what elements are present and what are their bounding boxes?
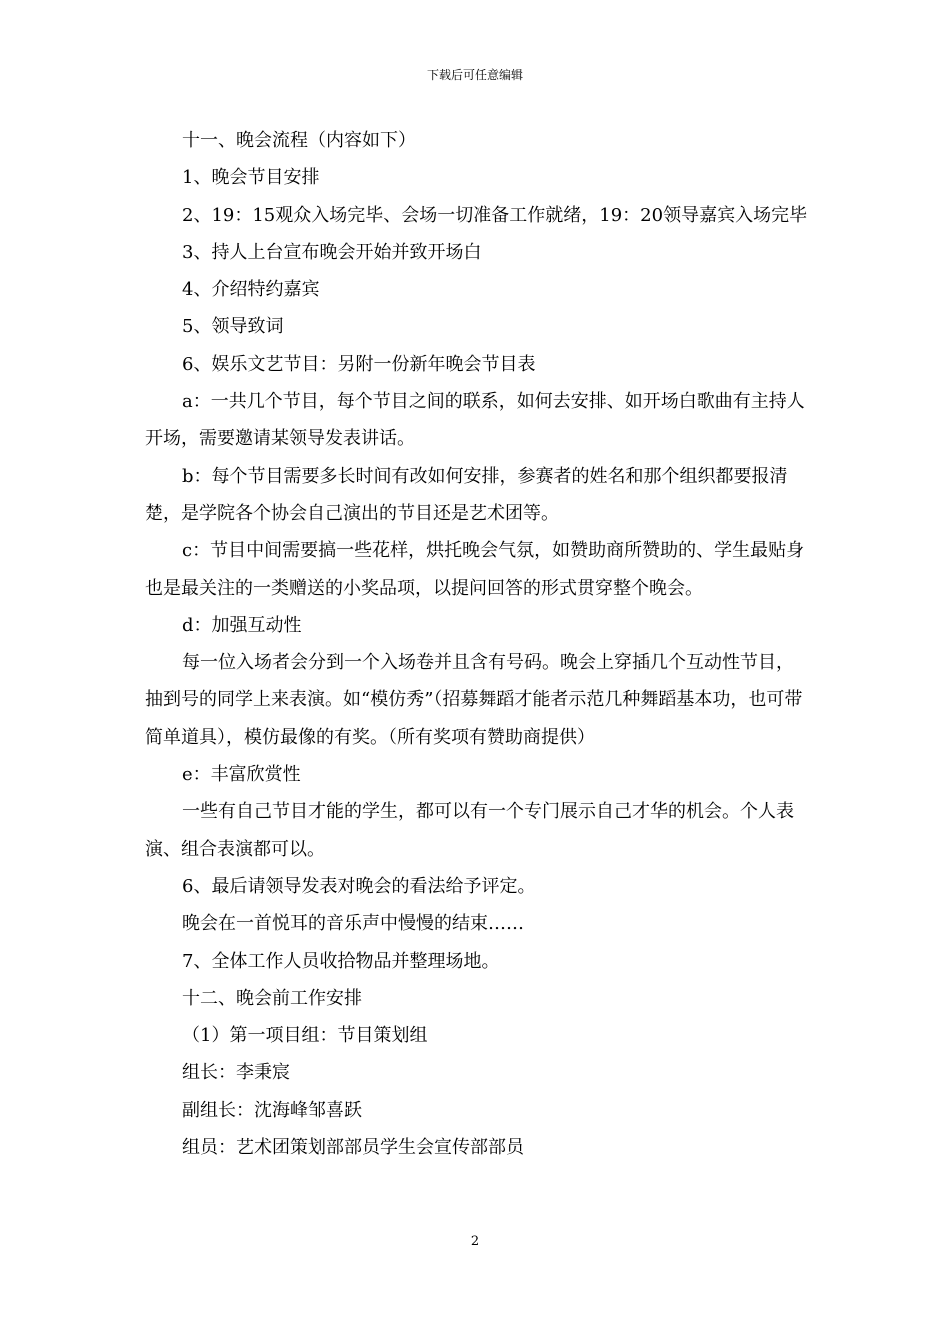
paragraph: 4、介绍特约嘉宾 — [182, 279, 320, 301]
paragraph: 6、最后请领导发表对晚会的看法给予评定。 — [182, 875, 536, 897]
page-number: 2 — [470, 1234, 480, 1249]
paragraph: 6、娱乐文艺节目：另附一份新年晚会节目表 — [182, 353, 536, 375]
paragraph: 副组长：沈海峰邹喜跃 — [182, 1099, 362, 1121]
paragraph: 5、领导致词 — [182, 316, 284, 338]
paragraph: 晚会在一首悦耳的音乐声中慢慢的结束…… — [182, 913, 524, 935]
paragraph: 1、晚会节目安排 — [182, 167, 320, 189]
paragraph: c：节目中间需要搞一些花样，烘托晚会气氛，如赞助商所赞助的、学生最贴身也是最关注的一类赠送的小奖品项，以提问回答的形式贯穿整个晚会。 — [145, 540, 805, 599]
paragraph: 2、19：15观众入场完毕、会场一切准备工作就绪，19：20领导嘉宾入场完毕 — [182, 204, 808, 226]
paragraph: 组长：李秉宸 — [182, 1062, 290, 1084]
paragraph: 7、全体工作人员收拾物品并整理场地。 — [182, 950, 500, 972]
paragraph: 一些有自己节目才能的学生，都可以有一个专门展示自己才华的机会。个人表演、组合表演都可以。 — [145, 801, 794, 860]
paragraph: 3、持人上台宣布晚会开始并致开场白 — [182, 241, 482, 263]
document-body — [145, 122, 810, 1166]
paragraph: a：一共几个节目，每个节目之间的联系，如何去安排、如开场白歌曲有主持人开场，需要邀请某领导发表讲话。 — [145, 391, 805, 450]
page-header: 下载后可任意编辑 — [426, 68, 523, 82]
section-heading: 十二、晚会前工作安排 — [182, 987, 362, 1009]
paragraph: e：丰富欣赏性 — [182, 764, 301, 786]
paragraph: d：加强互动性 — [182, 614, 302, 636]
paragraph: （1）第一项目组：节目策划组 — [182, 1025, 428, 1047]
paragraph: 组员：艺术团策划部部员学生会宣传部部员 — [182, 1137, 524, 1159]
paragraph: b：每个节目需要多长时间有改如何安排，参赛者的姓名和那个组织都要报清楚，是学院各个协会自己演出的节目还是艺术团等。 — [145, 465, 788, 524]
paragraph: 每一位入场者会分到一个入场卷并且含有号码。晚会上穿插几个互动性节目，抽到号的同学上来表演。如“模仿秀”（招募舞蹈才能者示范几种舞蹈基本功，也可带简单道具），模仿最像的有奖。（所有奖项有赞助商提供） — [145, 652, 803, 748]
paragraph: 十一、晚会流程（内容如下） — [182, 130, 416, 151]
